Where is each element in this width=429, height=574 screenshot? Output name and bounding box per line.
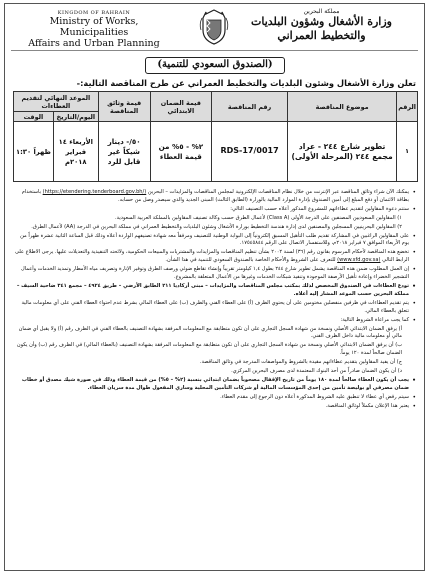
header-date: اليوم/التاريخ [53, 112, 98, 122]
tender-announcement-page [4, 3, 425, 571]
header-divider [11, 50, 418, 51]
header-document-price: قيمة وثائق المناقصة [98, 92, 150, 122]
condition-d: د) أن يكون الضمان صادراً من أحد البنوك المعتمدة لدى مصرف البحرين المركزي. [231, 368, 402, 375]
cell-subject: تطوير شارع ٢٤٤ - عراد مجمع ٢٤٤ (المرحلة الأولى) [287, 122, 396, 182]
ministry-name-arabic [229, 8, 414, 43]
paragraph-submission-location: • تودع العطاءات في الصندوق المخصص لذلك بمكتب مجلس المناقصات والمزايدات – مبنى أركاديا ٢١١ الطابق الأرضي – طريق ٤٩٢٤ – مجمع ٣٤١ ضاحية السيف – مملكة البحرين حسب الموعد المشار إليه أعلاه. [12, 283, 416, 299]
kingdom-label-english: KINGDOM OF BAHRAIN [57, 10, 131, 16]
table-row [14, 122, 418, 182]
announcement-title: (الصندوق السعودي للتنمية) [145, 57, 285, 74]
cell-bid-bond: ٢% - ٥% من قيمة العطاء [150, 122, 212, 182]
cell-time: ظهراً ١:٣٠ [14, 122, 54, 182]
ministry-line-arabic: وزارة الأشغال وشؤون البلديات والتخطيط العمراني [251, 15, 392, 42]
paragraph-supplement: • يعتبر هذا الإعلان مكملاً لوثائق المناقصة. [12, 403, 416, 411]
paragraph-scope: • إن العمل المطلوب ضمن هذه المناقصة يشمل تطوير شارع ٢٤٤ بطول ١,٤ كيلومتر تقريباً وإنشاء تقاطع ضوئي ورصف الطرق وتوفير الإنارة وتصريف مياه الأمطار وتمديد الخدمات وأعمال التشجير الخضراء وإعادة تأهيل الأرصفة الموجودة وتنفيذ شبكات الخدمات وغيرها من الأعمال المتعلقة بالمشروع. [12, 266, 416, 282]
kingdom-label-arabic: مملكة البحرين [303, 8, 340, 15]
paragraph-bid-validity: • يجب أن يكون العطاء صالحاً لمدة ١٨٠ يوماً من تاريخ الإقفال مصحوباً بضمان ابتدائي بنسبة (٢% – ٥%) من قيمة العطاء وذلك في صورة شيك مصدق أو خطاب ضمان مصرفي أو بوليصة تأمين من إحدى المؤسسات المالية أو شركات التأمين المحلية وساري المفعول طوال مدة سريان العطاء. [12, 377, 416, 393]
cell-tender-number: RDS-17/0017 [212, 122, 288, 182]
header-time: الوقت [14, 112, 54, 122]
letterhead [5, 4, 424, 50]
header-subject: موضوع المناقصة [287, 92, 396, 122]
sfd-link[interactable]: (www.sfd.gov.sa) [337, 257, 381, 264]
classification-saudi: ١) المقاولين السعوديين المصنفين على الدرجة الأولى (Class A) لأعمال الطرق حسب وكالة تصنيف المقاولين بالمملكة العربية السعودية. [114, 214, 402, 221]
announcement-intro: تعلن وزارة الأشغال وشئون البلديات والتخطيط العمراني عن طرح المناقصة التالية:- [76, 78, 416, 88]
cell-document-price: ٥٠/- دينار شيكاً غير قابل للرد [98, 122, 150, 182]
classification-bahraini: ٢) المقاولين البحرينيين المسجلين والمصنفين لدى إدارة هندسة التخطيط بوزارة الأشغال وشئون البلديات والتخطيط العمراني في مملكة البحرين في الدرجة (AA) لأعمال الطرق. [31, 223, 402, 230]
paragraph-envelopes: • يتم تقديم العطاءات في ظرفين منفصلين مختومين على أن يحتوي الظرف (أ) على العطاء الفني والظرف (ب) على العطاء المالي بشرط عدم احتواء العطاء الفني على أي معلومات مالية تتعلق بالعطاء المالي. [12, 300, 416, 316]
paragraph-legal-terms: • تخضع هذه المناقصة لأحكام المرسوم بقانون رقم (٣٦) لسنة ٢٠٠٢ بشأن تنظيم المناقصات والمزايدات والمشتريات والمبيعات الحكومية، ولائحته التنفيذية والتعديلات عليها. يرجى الاطلاع على الرابط التالي (www.sfd.gov.sa) للتعرف على الشروط والأحكام الخاصة بالصندوق السعودي للتنمية في هذا الشأن. [12, 249, 416, 265]
paragraph-rejection: • سيتم رفض أي عطاء لا تنطبق عليه الشروط المذكورة أعلاه دون الرجوع إلى مقدم العطاء. [12, 394, 416, 402]
header-tender-number: رقم المناقصة [212, 92, 288, 122]
header-number: الرقم [397, 92, 418, 122]
ministry-line-2-english: Affairs and Urban Planning [28, 38, 160, 49]
bahrain-crest-icon [198, 8, 230, 46]
condition-a: أ) يرفق الضمان الابتدائي الأصلي ونسخة من شهادة السجل التجاري على أن تكون متطابقة مع المعلومات المرفقة بشهادة التصنيف بالعطاء الفني في الظرف رقم (أ) ولا يقبل أي ضمان مالي أو معلومات مالية داخل الظرف الفني. [18, 325, 402, 340]
paragraph-classification: • ستتم دعوة المقاولين لتقديم عطاءاتهم للمشروع المذكور أعلاه حسب التصنيف التالي: [12, 206, 416, 214]
cell-date: الأربعاء ١٤ فبراير ٢٠١٨م [53, 122, 98, 182]
header-bid-bond: قيمة الضمان الابتدائي [150, 92, 212, 122]
etendering-link[interactable]: (https://etendering.tenderboard.gov.bh/) [42, 189, 147, 195]
condition-c: ج) أن يفيد المقاولين بتقديم عطاءاتهم مقيدة بالشروط والمواصفات المدرجة في وثائق المناقصة. [199, 359, 402, 366]
header-deadline: الموعد النهائي لتقديم العطاءات [14, 92, 99, 112]
cell-number: ١ [397, 122, 418, 182]
announcement-body [12, 189, 416, 412]
ministry-line-1-english: Ministry of Works, Municipalities [49, 16, 139, 38]
condition-b: ب) أن يرفق الضمان الابتدائي الأصلي ونسخة من شهادة السجل التجاري على أن تكون متطابقة مع المعلومات المرفقة بشهادة التصنيف (بالعطاء المالي) في الظرف رقم (ب) وأن يكون الضمان صالحاً لمدة ١٢٠ يوماً. [16, 342, 402, 357]
paragraph-conditions: • كما يجب مراعاة الشروط التالية: [12, 317, 416, 325]
paragraph-etendering: • يمكنك الآن شراء وثائق المناقصة عبر الإنترنت من خلال نظام المناقصات الإلكترونية لمجلس المناقصات والمزايدات – البحرين (https://etendering.tenderboard.gov.bh/) باستخدام بطاقة الائتمان أو دفع المبلغ إلى أمين الصندوق بإدارة الموارد المالية بالوزارة (الطابق الثالث) المبنى الجديد والذي سيصدر وصل من حسابه. [12, 189, 416, 205]
ministry-name-english [19, 10, 169, 49]
tender-table [13, 91, 418, 182]
paragraph-prequalification: • على المقاولين الراغبين في المشاركة تقديم طلب التأهيل المسبق إلكترونياً إلى البوابة الوطنية للتصنيف ومرفقاً معه شهادة تصنيفهم الواردة أعلاه وذلك قبل الساعة الثانية عشرة ظهراً من يوم الأربعاء الموافق ٧ فبراير ٢٠١٨م، وللاستفسار الاتصال على الرقم ١٧٥٤٥٨٤٤. [12, 233, 416, 249]
